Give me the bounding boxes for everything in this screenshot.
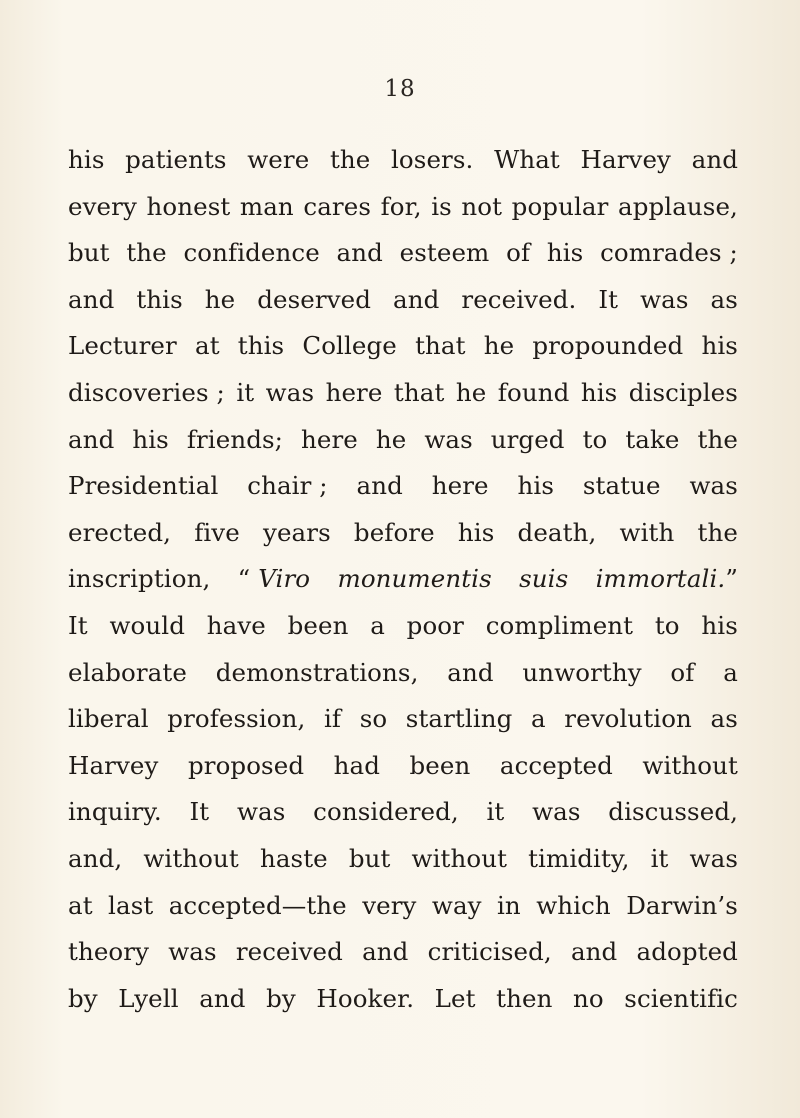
word: received.	[461, 284, 577, 314]
text-line	[68, 696, 738, 743]
word: with	[619, 517, 675, 547]
word: was	[168, 937, 217, 967]
word: his	[457, 517, 495, 547]
word: poor	[406, 610, 464, 640]
word: would	[109, 610, 185, 640]
word: been	[287, 610, 349, 640]
word: as	[710, 284, 738, 314]
word: elaborate	[68, 657, 187, 687]
word: proposed	[187, 750, 305, 780]
text-line	[68, 976, 738, 1023]
word: demonstrations,	[215, 657, 419, 687]
word: Let	[434, 983, 476, 1013]
word: was	[236, 797, 286, 827]
word: if	[324, 704, 342, 734]
word: and	[68, 284, 115, 314]
word: this	[136, 284, 183, 314]
word: Presidential	[68, 471, 219, 501]
word: criticised,	[427, 937, 552, 967]
word: five	[194, 517, 240, 547]
word: was	[689, 843, 738, 873]
word: and	[68, 424, 115, 454]
word: before	[353, 517, 435, 547]
word: Darwin’s	[626, 890, 738, 920]
word: man	[239, 191, 294, 221]
word: at	[68, 890, 93, 920]
word: discussed,	[608, 797, 738, 827]
word: was	[265, 377, 315, 407]
word: Lyell	[118, 983, 179, 1013]
word: losers.	[391, 145, 474, 174]
word: applause,	[617, 191, 738, 221]
word: compliment	[485, 610, 634, 640]
word: his	[517, 471, 554, 501]
word: without	[642, 750, 738, 780]
word: here	[325, 377, 383, 407]
word: a	[531, 704, 546, 734]
word: friends;	[186, 424, 284, 454]
page-number: 18	[384, 76, 416, 102]
word: that	[393, 377, 445, 407]
word: erected,	[68, 517, 172, 547]
word: his	[701, 610, 738, 640]
text-line	[68, 929, 738, 976]
word: his	[546, 238, 584, 268]
word: It	[189, 797, 210, 827]
word: confidence	[183, 238, 320, 268]
text-line	[68, 510, 738, 557]
text-line	[68, 370, 738, 417]
word: he	[455, 377, 487, 407]
word: chair ;	[247, 471, 328, 501]
word: he	[483, 331, 515, 361]
word: inquiry.	[68, 797, 162, 827]
text-line	[68, 417, 738, 464]
text-line	[68, 556, 738, 603]
word: been	[409, 750, 471, 780]
word: his	[132, 424, 169, 454]
word: but	[68, 238, 110, 268]
word: suis	[519, 564, 569, 594]
text-line	[68, 184, 738, 231]
word: the	[697, 517, 738, 547]
word: as	[710, 704, 738, 734]
text-line	[68, 277, 738, 324]
word: was	[424, 424, 473, 454]
word: by	[266, 983, 296, 1013]
word: statue	[582, 471, 661, 501]
word: of	[506, 238, 531, 268]
word: accepted	[499, 750, 613, 780]
word: it	[236, 377, 255, 407]
word: so	[359, 704, 388, 734]
word: were	[247, 145, 310, 174]
word: to	[582, 424, 608, 454]
word: timidity,	[528, 843, 630, 873]
word: and	[447, 657, 494, 687]
word: no	[573, 983, 604, 1013]
word: comrades ;	[600, 238, 738, 268]
text-line	[68, 883, 738, 930]
word: and	[570, 937, 618, 967]
word: accepted—the	[168, 890, 347, 920]
word: in	[496, 890, 521, 920]
word: without	[411, 843, 508, 873]
word: immortali.”	[595, 564, 738, 594]
word: haste	[259, 843, 328, 873]
word: received	[235, 937, 343, 967]
word: death,	[517, 517, 597, 547]
word: honest	[146, 191, 231, 221]
word: last	[108, 890, 154, 920]
word: take	[625, 424, 680, 454]
word: startling	[405, 704, 513, 734]
word: What	[494, 145, 560, 174]
word: his	[701, 331, 738, 361]
word: had	[333, 750, 380, 780]
word: and	[356, 471, 403, 501]
word: and	[336, 238, 383, 268]
text-line	[68, 650, 738, 697]
word: way	[431, 890, 482, 920]
word: at	[194, 331, 220, 361]
word: Harvey	[580, 145, 671, 174]
word: here	[301, 424, 358, 454]
word: which	[536, 890, 611, 920]
word: he	[375, 424, 407, 454]
word: cares	[303, 191, 372, 221]
word: it	[486, 797, 505, 827]
word: every	[68, 191, 137, 221]
word: It	[598, 284, 619, 314]
word: for,	[380, 191, 422, 221]
word: unworthy	[522, 657, 642, 687]
body-text	[68, 137, 738, 1022]
word: a	[723, 657, 738, 687]
word: revolution	[564, 704, 692, 734]
word: without	[143, 843, 239, 873]
word: the	[697, 424, 738, 454]
word: and	[691, 145, 738, 174]
word: was	[689, 471, 738, 501]
text-line	[68, 230, 738, 277]
text-line	[68, 137, 738, 184]
word: deserved	[257, 284, 372, 314]
word: popular	[511, 191, 609, 221]
word: Hooker.	[316, 983, 415, 1013]
word: adopted	[636, 937, 738, 967]
text-line	[68, 743, 738, 790]
word: urged	[490, 424, 565, 454]
word: College	[302, 331, 397, 361]
word: was	[640, 284, 689, 314]
word: esteem	[399, 238, 490, 268]
word: discoveries ;	[68, 377, 225, 407]
word: found	[497, 377, 570, 407]
word: but	[348, 843, 391, 873]
word: monumentis	[337, 564, 492, 594]
word: scientific	[624, 983, 738, 1013]
word: his	[580, 377, 618, 407]
word: then	[496, 983, 553, 1013]
word: and,	[68, 843, 123, 873]
word: the	[329, 145, 371, 174]
text-line	[68, 463, 738, 510]
word: It	[68, 610, 88, 640]
word: patients	[125, 145, 227, 174]
word: years	[263, 517, 331, 547]
text-line	[68, 836, 738, 883]
word: disciples	[628, 377, 738, 407]
word: it	[650, 843, 669, 873]
word: and	[362, 937, 409, 967]
text-line	[68, 323, 738, 370]
word: considered,	[313, 797, 459, 827]
word: have	[206, 610, 266, 640]
word: not	[461, 191, 503, 221]
text-line	[68, 789, 738, 836]
word: is	[431, 191, 452, 221]
word: liberal	[68, 704, 149, 734]
word: a	[370, 610, 385, 640]
word: to	[654, 610, 680, 640]
word: his	[68, 145, 105, 174]
word: by	[68, 983, 98, 1013]
word: here	[431, 471, 489, 501]
word: Harvey	[68, 750, 159, 780]
word: theory	[68, 937, 150, 967]
word: “ Viro	[237, 564, 311, 594]
word: and	[393, 284, 440, 314]
word: the	[126, 238, 167, 268]
word: was	[532, 797, 581, 827]
word: inscription,	[68, 564, 211, 594]
word: that	[415, 331, 466, 361]
word: Lecturer	[68, 331, 177, 361]
word: propounded	[532, 331, 684, 361]
word: of	[670, 657, 695, 687]
word: this	[237, 331, 285, 361]
word: profession,	[167, 704, 306, 734]
text-line	[68, 603, 738, 650]
word: he	[204, 284, 236, 314]
word: very	[362, 890, 417, 920]
word: and	[199, 983, 246, 1013]
